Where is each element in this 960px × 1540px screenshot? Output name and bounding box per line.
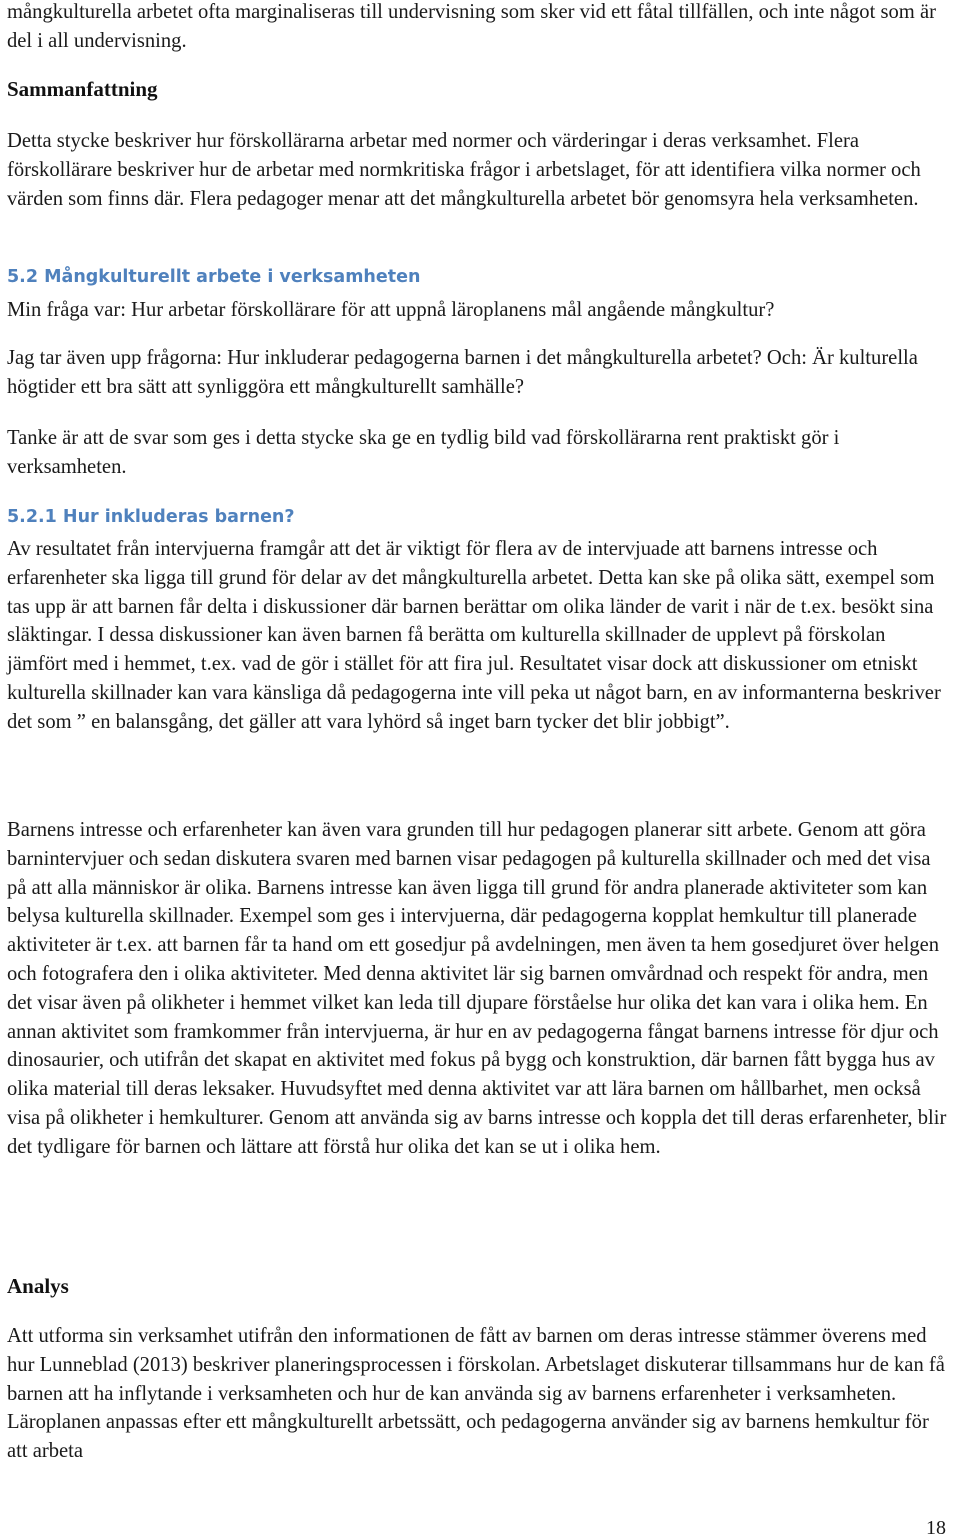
paragraph-5-2-1-first: Av resultatet från intervjuerna framgår att det är viktigt för flera av de intervjuade att barnens intresse och erfarenheter ska ligga till grund för delar av det mångkulturella arbetet. Detta kan ske på olika sätt, exempel som tas upp är att barnen får delta i diskussioner där barnen berättar om olika länder de varit i när de t.ex. besökt sina släktingar. I dessa diskussioner kan även barnen få berätta om kulturella skillnader de upplevt på förskolan jämfört med i hemmet, t.ex. vad de gör i stället för att fira jul. Resultatet visar dock att diskussioner om etniskt kulturella skillnader kan vara känsliga då pedagogerna inte vill peka ut något barn, en av informanterna beskriver det som ” en balansgång, det gäller att vara lyhörd så inget barn tycker det blir jobbigt”. bbox=[7, 538, 941, 733]
heading-sammanfattning: Sammanfattning bbox=[7, 77, 158, 101]
paragraph-5-2-more-questions: Jag tar även upp frågorna: Hur inkluderar pedagogerna barnen i det mångkulturella arbetet? Och: Är kulturella högtider ett bra sätt att synliggöra ett mångkulturellt samhälle? bbox=[7, 347, 918, 398]
paragraph-5-2-question: Min fråga var: Hur arbetar förskollärare för att uppnå läroplanens mål angående mångkultur? bbox=[7, 299, 775, 321]
sammanfattning-paragraph: Detta stycke beskriver hur förskollärarna arbetar med normer och värderingar i deras verksamhet. Flera förskollärare beskriver hur de arbetar med normkritiska frågor i arbetslaget, för att identifiera vilka normer och värden som finns där. Flera pedagoger menar att det mångkulturella arbetet bör genomsyra hela verksamheten. bbox=[7, 130, 921, 210]
paragraph-5-2-1-second: Barnens intresse och erfarenheter kan även vara grunden till hur pedagogen planerar sitt arbete. Genom att göra barnintervjuer och sedan diskutera svaren med barnen visar pedagogen på kulturella skillnader och med det visa på att alla människor är olika. Barnens intresse kan även ligga till grund för andra planerade aktiviteter som kan belysa kulturella skillnader. Exempel som ges i intervjuerna, där pedagogerna kopplat hemkultur till planerade aktiviteter är t.ex. att barnen får ta hand om ett gosedjur på avdelningen, men även ta hem gosedjuret över helgen och fotografera den i olika aktiviteter. Med denna aktivitet lär sig barnen omvårdnad och respekt för andra, men det visar även på olikheter i hemmet vilket kan leda till djupare förståelse hur olika det kan vara i olika hem. En annan aktivitet som framkommer från intervjuerna, är hur en av pedagogerna fångat barnens intresse för djur och dinosaurier, och utifrån det skapat en aktivitet med fokus på bygg och konstruktion, där barnen fått bygga hus av olika material till deras leksaker. Huvudsyftet med denna aktivitet var att lära barnen om hållbarhet, men också visa på olikheter i hemkulturer. Genom att använda sig av barns intresse och koppla det till deras erfarenheter, blir det tydligare för barnen och lättare att förstå hur olika det kan se ut i olika hem. bbox=[7, 819, 947, 1158]
paragraph-analys: Att utforma sin verksamhet utifrån den informationen de fått av barnen om deras intresse stämmer överens med hur Lunneblad (2013) beskriver planeringsprocessen i förskolan. Arbetslaget diskuterar tillsammans hur de kan få barnen att ha inflytande i verksamheten och hur de kan använda sig av barnens erfarenheter i verksamheten. Läroplanen anpassas efter ett mångkulturellt arbetssätt, och pedagogerna använder sig av barnens hemkultur för att arbeta bbox=[7, 1325, 945, 1463]
paragraph-5-2-intent: Tanke är att de svar som ges i detta stycke ska ge en tydlig bild vad förskollärarna rent praktiskt gör i verksamheten. bbox=[7, 427, 840, 478]
intro-paragraph: mångkulturella arbetet ofta marginaliseras till undervisning som sker vid ett fåtal tillfällen, och inte något som är del i all undervisning. bbox=[7, 1, 936, 52]
heading-5-2-1: 5.2.1 Hur inkluderas barnen? bbox=[7, 507, 295, 527]
heading-analys: Analys bbox=[7, 1274, 69, 1298]
page-number: 18 bbox=[926, 1517, 946, 1539]
heading-5-2: 5.2 Mångkulturellt arbete i verksamheten bbox=[7, 267, 421, 287]
